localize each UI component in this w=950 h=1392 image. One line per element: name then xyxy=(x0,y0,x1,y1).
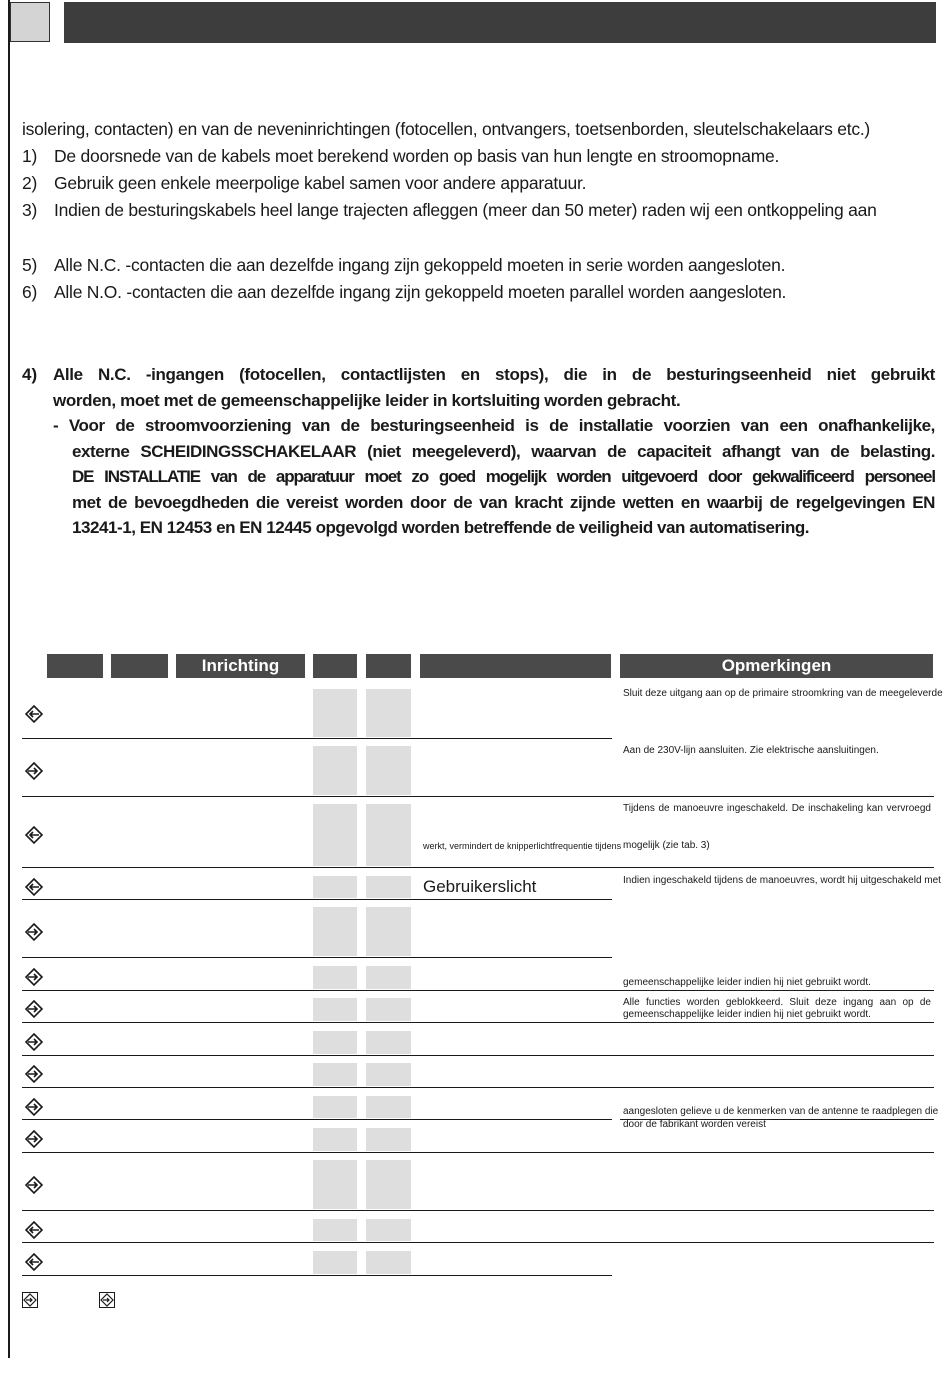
shaded-cell xyxy=(313,689,357,737)
output-diamond-icon xyxy=(24,1220,44,1240)
row-divider xyxy=(22,738,612,739)
shaded-cell xyxy=(313,804,357,866)
shaded-cell xyxy=(366,689,411,737)
shaded-cell xyxy=(313,746,357,795)
input-diamond-icon xyxy=(24,1129,44,1149)
input-diamond-icon xyxy=(24,1032,44,1052)
row-divider xyxy=(22,1055,934,1056)
note-secondary-output: Sluit deze uitgang aan op de primaire stroomkring van de meegeleverde xyxy=(623,688,943,699)
row-divider xyxy=(22,1242,934,1243)
table-header-inrichting: Inrichting xyxy=(176,654,305,678)
intro-item-5: 5) Alle N.C. -contacten die aan dezelfde ingang zijn gekoppeld moeten in serie worden aangesloten. xyxy=(22,255,786,275)
warning-line-5: DE INSTALLATIE van de apparatuur moet zo goed mogelijk worden uitgevoerd door gekwalificeerd personeel xyxy=(72,467,935,486)
shaded-cell xyxy=(366,1160,411,1209)
function-user-light: Gebruikerslicht xyxy=(423,877,537,896)
shaded-cell xyxy=(313,998,357,1021)
row-divider xyxy=(22,1210,934,1211)
row-divider xyxy=(22,1022,934,1023)
note-power-line: Aan de 230V-lijn aansluiten. Zie elektrische aansluitingen. xyxy=(623,745,879,756)
shaded-cell xyxy=(313,1096,357,1118)
legend-output-icon xyxy=(99,1292,115,1308)
output-diamond-icon xyxy=(24,704,44,724)
shaded-cell xyxy=(366,1219,411,1241)
shaded-cell xyxy=(313,876,357,898)
shaded-cell xyxy=(313,907,357,956)
input-diamond-icon xyxy=(24,1064,44,1084)
header-bar xyxy=(64,2,936,43)
row-divider xyxy=(22,867,934,868)
note-flashing-light: Tijdens de manoeuvre ingeschakeld. De inschakeling kan vervroegd xyxy=(623,803,931,814)
input-diamond-icon xyxy=(24,1097,44,1117)
warning-line-7: 13241-1, EN 12453 en EN 12445 opgevolgd worden betreffende de veiligheid van automatisering. xyxy=(72,518,810,537)
intro-item-6: 6) Alle N.O. -contacten die aan dezelfde ingang zijn gekoppeld moeten parallel worden aangesloten. xyxy=(22,282,787,302)
legend-input-icon xyxy=(22,1292,38,1308)
shaded-cell xyxy=(366,746,411,795)
row-divider xyxy=(22,899,612,900)
table-header-cell xyxy=(111,654,168,678)
row-divider xyxy=(22,1152,934,1153)
note-antenna-2: door de fabrikant worden vereist xyxy=(623,1119,766,1130)
shaded-cell xyxy=(366,1128,411,1151)
note-antenna: aangesloten gelieve u de kenmerken van de antenne te raadplegen die xyxy=(623,1106,939,1117)
table-header-cell xyxy=(420,654,611,678)
shaded-cell xyxy=(366,804,411,866)
shaded-cell xyxy=(366,966,411,989)
function-flashing-light: werkt, vermindert de knipperlichtfrequentie tijdens xyxy=(423,841,622,851)
row-divider xyxy=(22,1275,612,1276)
output-diamond-icon xyxy=(24,825,44,845)
shaded-cell xyxy=(366,907,411,956)
row-divider xyxy=(22,990,934,991)
input-diamond-icon xyxy=(24,761,44,781)
shaded-cell xyxy=(313,1128,357,1151)
intro-item-3: 3) Indien de besturingskabels heel lange trajecten afleggen (meer dan 50 meter) raden wij een ontkoppeling aan xyxy=(22,200,877,220)
shaded-cell xyxy=(366,998,411,1021)
input-diamond-icon xyxy=(24,999,44,1019)
shaded-cell xyxy=(366,876,411,898)
shaded-cell xyxy=(313,1063,357,1086)
row-divider xyxy=(22,1087,934,1088)
left-margin-rule xyxy=(8,0,10,1358)
shaded-cell xyxy=(366,1251,411,1274)
input-diamond-icon xyxy=(24,1175,44,1195)
input-diamond-icon xyxy=(24,922,44,942)
intro-line: isolering, contacten) en van de neveninrichtingen (fotocellen, ontvangers, toetsenborden, sleutelschakelaars etc.) xyxy=(22,119,871,139)
page-corner-tab xyxy=(10,2,50,42)
shaded-cell xyxy=(313,1031,357,1054)
table-header-opmerkingen: Opmerkingen xyxy=(620,654,933,678)
note-stop-input: Alle functies worden geblokkeerd. Sluit deze ingang aan op de gemeenschappelijke leider indien hij niet gebruikt wordt. xyxy=(623,997,931,1020)
shaded-cell xyxy=(313,1251,357,1274)
note-flashing-light-2: mogelijk (zie tab. 3) xyxy=(623,840,710,851)
output-diamond-icon xyxy=(24,1252,44,1272)
table-header-cell xyxy=(313,654,357,678)
warning-line-1: Alle N.C. -ingangen (fotocellen, contactlijsten en stops), die in de besturingseenheid niet gebruikt xyxy=(53,365,935,384)
warning-line-2: worden, moet met de gemeenschappelijke leider in kortsluiting worden gebracht. xyxy=(53,390,681,410)
table-header-cell xyxy=(47,654,103,678)
warning-line-3: - Voor de stroomvoorziening van de besturingseenheid is de installatie voorzien van een onafhankelijke, xyxy=(53,416,935,435)
row-divider xyxy=(22,1119,612,1120)
shaded-cell xyxy=(366,1096,411,1118)
table-header-cell xyxy=(366,654,411,678)
input-diamond-icon xyxy=(24,967,44,987)
intro-item-1: 1) De doorsnede van de kabels moet berekend worden op basis van hun lengte en stroomopname. xyxy=(22,146,780,166)
output-diamond-icon xyxy=(24,877,44,897)
note-user-light: Indien ingeschakeld tijdens de manoeuvres, wordt hij uitgeschakeld met xyxy=(623,875,941,886)
shaded-cell xyxy=(313,1160,357,1209)
shaded-cell xyxy=(313,1219,357,1241)
warning-line-6: met de bevoegdheden die vereist worden door de van kracht zijnde wetten en waarbij de regelgevingen EN xyxy=(72,492,935,512)
intro-item-2: 2) Gebruik geen enkele meerpolige kabel samen voor andere apparatuur. xyxy=(22,173,587,193)
row-divider xyxy=(22,957,612,958)
warning-line-4: externe SCHEIDINGSSCHAKELAAR (niet meegeleverd), waarvan de capaciteit afhangt van de belasting. xyxy=(72,441,935,461)
shaded-cell xyxy=(366,1063,411,1086)
shaded-cell xyxy=(366,1031,411,1054)
row-divider xyxy=(22,796,934,797)
shaded-cell xyxy=(313,966,357,989)
note-common-conductor: gemeenschappelijke leider indien hij niet gebruikt wordt. xyxy=(623,977,871,988)
warning-number: 4) xyxy=(22,365,38,384)
